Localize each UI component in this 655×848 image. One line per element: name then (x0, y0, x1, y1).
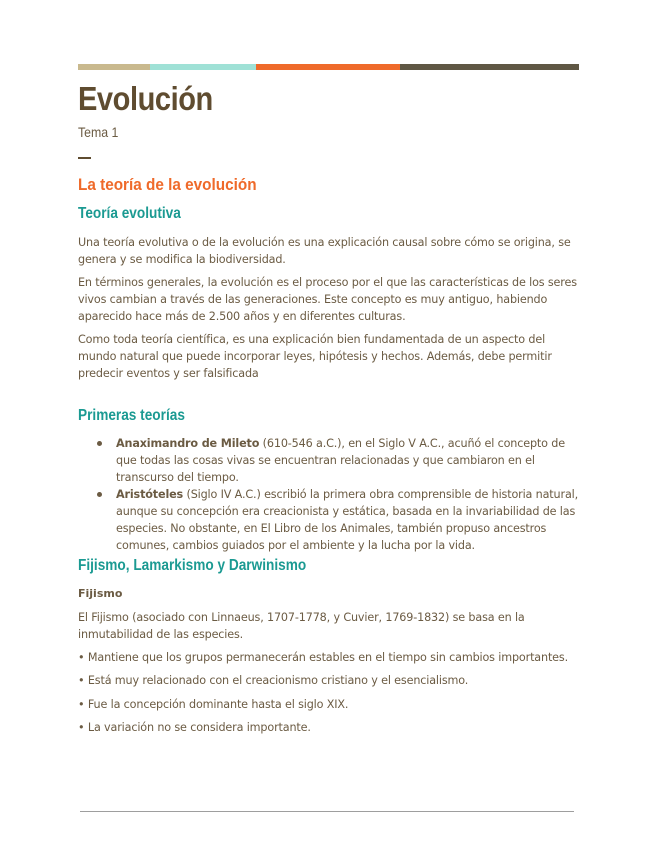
bullet-icon (97, 492, 102, 497)
subheading-fijismo: Fijismo (78, 587, 123, 600)
primeras-teorias-list (78, 435, 578, 554)
title-divider (78, 157, 91, 159)
list-item-text: (Siglo IV A.C.) escribió la primera obra comprensible de historia natural, aunque su concepción era creacionista y estática, basada en la invariabilidad de las especies. No obstante, en El Libro de los Animales, también propuso ancestros comunes, cambios guiados por el ambiente y la lucha por la vida. (116, 488, 579, 552)
fijismo-point: • La variación no se considera importante. (78, 721, 311, 734)
heading-fijismo-lamarkismo-darwinismo: Fijismo, Lamarkismo y Darwinismo (78, 557, 307, 574)
footer-divider (80, 811, 574, 812)
paragraph-teoria-1: Una teoría evolutiva o de la evolución es una explicación causal sobre cómo se origina, se genera y se modifica la biodiversidad. (78, 236, 571, 266)
list-item-text: (610-546 a.C.), en el Siglo V A.C., acuñó el concepto de que todas las cosas vivas se encuentran relacionadas y que cambiaron en el transcurso del tiempo. (116, 437, 565, 484)
heading-primeras-teorias: Primeras teorías (78, 407, 185, 424)
color-bar-segment-brown (400, 64, 579, 70)
fijismo-point: • Mantiene que los grupos permanecerán estables en el tiempo sin cambios importantes. (78, 651, 569, 664)
document-title: Evolución (78, 80, 213, 117)
paragraph-teoria-2: En términos generales, la evolución es el proceso por el que las características de los seres vivos cambian a través de las generaciones. Este concepto es muy antiguo, habiendo aparecido hace más de 2.500 años y en diferentes culturas. (78, 276, 577, 323)
fijismo-point: • Está muy relacionado con el creacionismo cristiano y el esencialismo. (78, 674, 469, 687)
section-heading: La teoría de la evolución (78, 175, 257, 194)
color-bar-segment-aqua (150, 64, 256, 70)
header-color-bar (78, 64, 579, 70)
color-bar-segment-orange (256, 64, 400, 70)
paragraph-fijismo-intro: El Fijismo (asociado con Linnaeus, 1707-1778, y Cuvier, 1769-1832) se basa en la inmutabilidad de las especies. (78, 611, 525, 641)
document-subtitle: Tema 1 (78, 124, 119, 140)
list-item-bold: Aristóteles (116, 488, 184, 501)
paragraph-teoria-3: Como toda teoría científica, es una explicación bien fundamentada de un aspecto del mundo natural que puede incorporar leyes, hipótesis y hechos. Además, debe permitir predecir eventos y ser falsificada (78, 333, 552, 380)
heading-teoria-evolutiva: Teoría evolutiva (78, 205, 181, 222)
list-item (78, 435, 578, 486)
fijismo-point: • Fue la concepción dominante hasta el siglo XIX. (78, 698, 349, 711)
color-bar-segment-tan (78, 64, 150, 70)
list-item-bold: Anaximandro de Mileto (116, 437, 260, 450)
list-item (78, 486, 578, 554)
bullet-icon (97, 441, 102, 446)
